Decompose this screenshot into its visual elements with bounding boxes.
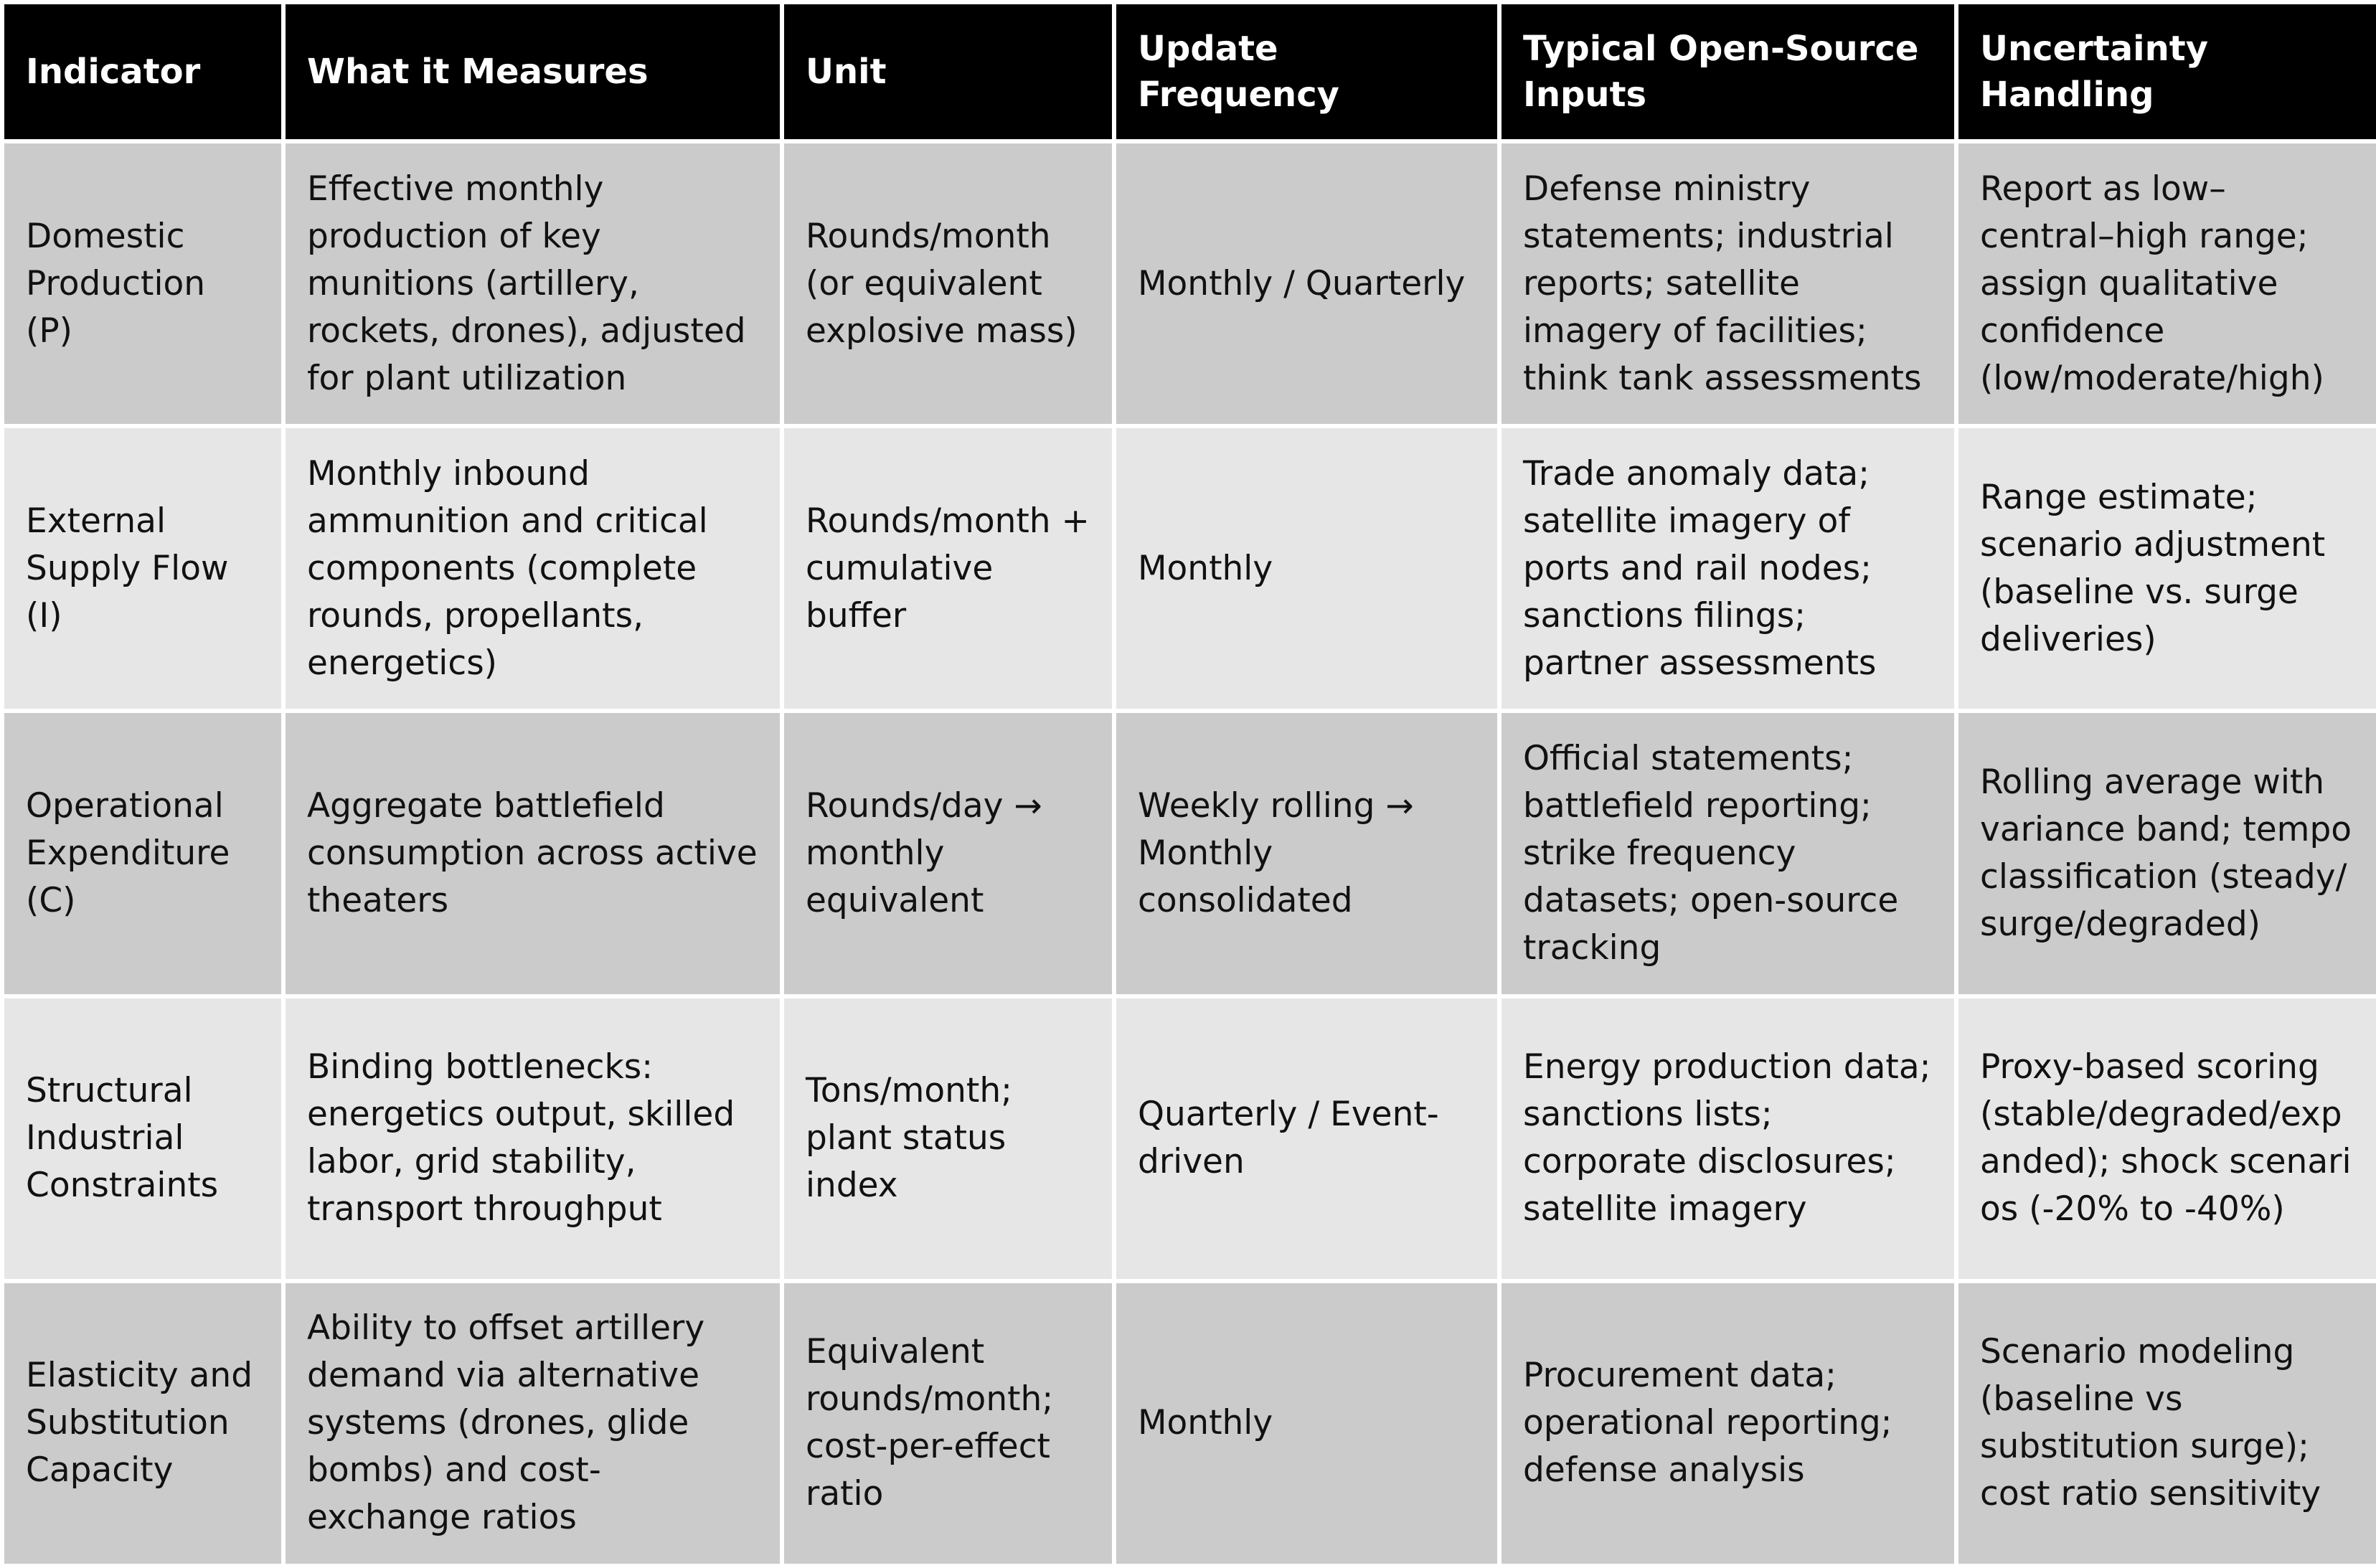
cell-indicator: Domestic Production (P) [2,141,283,426]
cell-what-it-measures: Ability to offset artillery demand via alternative systems (drones, glide bombs) and cost-exchange ratios [283,1281,782,1566]
cell-uncertainty-handling: Rolling average with variance band; tempo classification (steady/surge/degraded) [1956,711,2376,996]
cell-indicator: External Supply Flow (I) [2,426,283,711]
table-row [2,1281,2376,1566]
cell-open-source-inputs: Trade anomaly data; satellite imagery of ports and rail nodes; sanctions filings; partner assessments [1499,426,1956,711]
cell-unit: Tons/month; plant status index [782,996,1114,1281]
table-row [2,141,2376,426]
table-row [2,711,2376,996]
cell-unit: Rounds/month + cumulative buffer [782,426,1114,711]
cell-open-source-inputs: Official statements; battlefield reporting; strike frequency datasets; open-source tracking [1499,711,1956,996]
cell-uncertainty-handling: Range estimate; scenario adjustment (baseline vs. surge deliveries) [1956,426,2376,711]
header-unit: Unit [782,2,1114,141]
cell-uncertainty-handling: Scenario modeling (baseline vs substitution surge); cost ratio sensitivity [1956,1281,2376,1566]
header-what-it-measures: What it Measures [283,2,782,141]
table-row [2,426,2376,711]
cell-indicator: Elasticity and Substitution Capacity [2,1281,283,1566]
cell-update-frequency: Monthly / Quarterly [1114,141,1499,426]
cell-open-source-inputs: Procurement data; operational reporting; defense analysis [1499,1281,1956,1566]
table-row [2,996,2376,1281]
cell-update-frequency: Quarterly / Event-driven [1114,996,1499,1281]
header-open-source-inputs: Typical Open-Source Inputs [1499,2,1956,141]
cell-uncertainty-handling: Report as low–central–high range; assign qualitative confidence (low/moderate/high) [1956,141,2376,426]
cell-unit: Rounds/month (or equivalent explosive mass) [782,141,1114,426]
cell-uncertainty-handling: Proxy-based scoring (stable/degraded/expanded); shock scenarios (-20% to -40%) [1956,996,2376,1281]
cell-update-frequency: Monthly [1114,426,1499,711]
cell-what-it-measures: Aggregate battlefield consumption across active theaters [283,711,782,996]
header-update-frequency: Update Frequency [1114,2,1499,141]
cell-unit: Equivalent rounds/month; cost-per-effect ratio [782,1281,1114,1566]
cell-update-frequency: Monthly [1114,1281,1499,1566]
header-uncertainty-handling: Uncertainty Handling [1956,2,2376,141]
header-indicator: Indicator [2,2,283,141]
cell-open-source-inputs: Energy production data; sanctions lists; corporate disclosures; satellite imagery [1499,996,1956,1281]
cell-unit: Rounds/day → monthly equivalent [782,711,1114,996]
cell-indicator: Structural Industrial Constraints [2,996,283,1281]
cell-what-it-measures: Monthly inbound ammunition and critical components (complete rounds, propellants, energetics) [283,426,782,711]
cell-open-source-inputs: Defense ministry statements; industrial reports; satellite imagery of facilities; think tank assessments [1499,141,1956,426]
header-row [2,2,2376,141]
cell-update-frequency: Weekly rolling → Monthly consolidated [1114,711,1499,996]
cell-what-it-measures: Binding bottlenecks: energetics output, skilled labor, grid stability, transport throughput [283,996,782,1281]
cell-indicator: Operational Expenditure (C) [2,711,283,996]
cell-what-it-measures: Effective monthly production of key munitions (artillery, rockets, drones), adjusted for plant utilization [283,141,782,426]
